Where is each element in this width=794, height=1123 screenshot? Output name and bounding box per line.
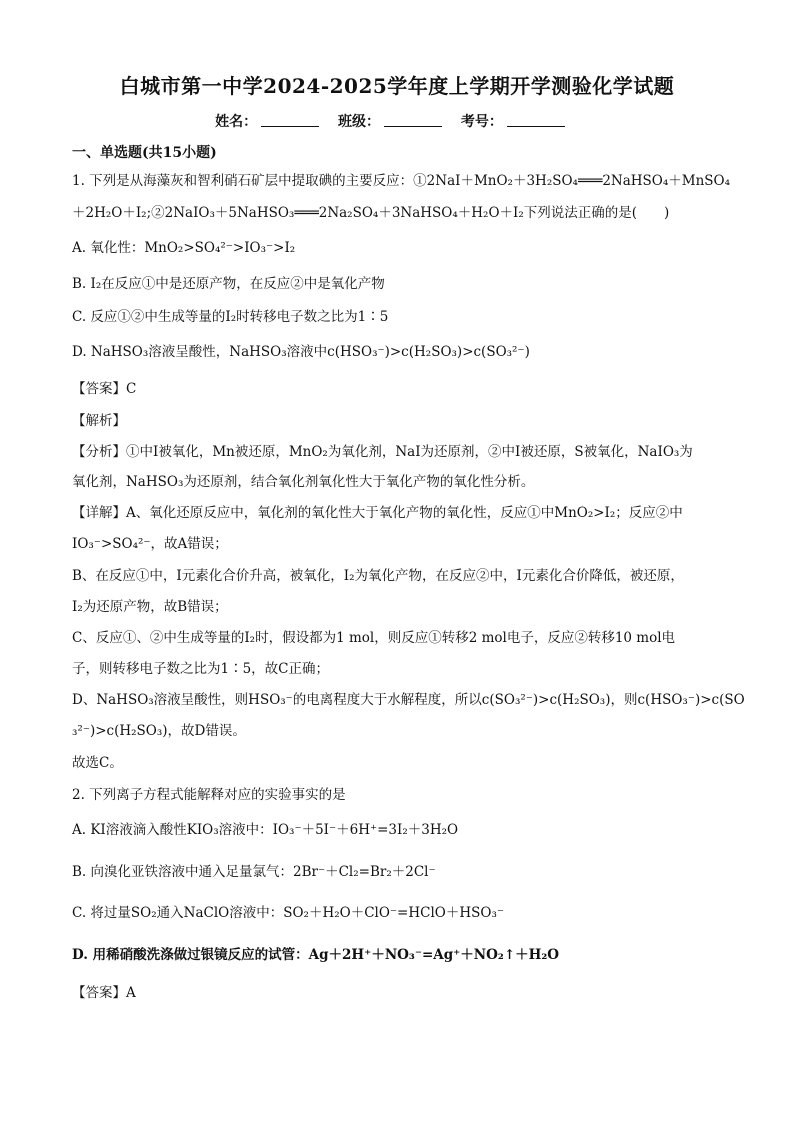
q1-answer: 【答案】C xyxy=(72,381,137,397)
class-label: 班级： xyxy=(338,114,380,130)
q2-answer: 【答案】A xyxy=(72,985,136,1001)
q2-option-d: D. 用稀硝酸洗涤做过银镜反应的试管：Ag＋2H⁺＋NO₃⁻=Ag⁺＋NO₂↑＋H₂O xyxy=(72,947,560,963)
q1-detail-line-5: C、反应①、②中生成等量的I₂时，假设都为1 mol，则反应①转移2 mol电子，反应②转移10 mol电 xyxy=(72,630,676,646)
q1-analysis-heading: 【解析】 xyxy=(72,413,126,429)
q1-detail-line-6: 子，则转移电子数之比为1∶5，故C正确； xyxy=(72,661,330,677)
q1-stem-line-1: 1. 下列是从海藻灰和智利硝石矿层中提取碘的主要反应：①2NaI＋MnO₂＋3H₂SO₄═══2NaHSO₄＋MnSO₄ xyxy=(72,173,731,189)
q2-option-c: C. 将过量SO₂通入NaClO溶液中：SO₂＋H₂O＋ClO⁻=HClO＋HSO₃⁻ xyxy=(72,905,504,921)
q2-stem: 2. 下列离子方程式能解释对应的实验事实的是 xyxy=(72,787,346,803)
number-label: 考号： xyxy=(460,114,503,130)
q2-option-b: B. 向溴化亚铁溶液中通入足量氯气：2Br⁻＋Cl₂=Br₂＋2Cl⁻ xyxy=(72,864,436,880)
q1-analysis-line-2: 氧化剂，NaHSO₃为还原剂，结合氧化剂氧化性大于氧化产物的氧化性分析。 xyxy=(72,474,535,490)
q1-detail-line-1: 【详解】A、氧化还原反应中，氧化剂的氧化性大于氧化产物的氧化性，反应①中MnO₂>I₂；反应②中 xyxy=(72,505,683,521)
q1-detail-line-7: D、NaHSO₃溶液呈酸性，则HSO₃⁻的电离程度大于水解程度，所以c(SO₃²⁻)>c(H₂SO₃)，则c(HSO₃⁻)>c(SO xyxy=(72,692,745,708)
q1-detail-line-2: IO₃⁻>SO₄²⁻，故A错误； xyxy=(72,536,228,552)
page-title: 白城市第一中学2024-2025学年度上学期开学测验化学试题 xyxy=(119,74,675,98)
q1-conclusion: 故选C。 xyxy=(72,755,123,771)
name-label: 姓名： xyxy=(215,114,258,130)
q1-stem-line-2: ＋2H₂O＋I₂;②2NaIO₃＋5NaHSO₃═══2Na₂SO₄＋3NaHSO₄＋H₂O＋I₂下列说法正确的是( ) xyxy=(72,205,670,221)
q1-analysis-line-1: 【分析】①中I被氧化，Mn被还原，MnO₂为氧化剂，NaI为还原剂，②中I被还原，S被氧化，NaIO₃为 xyxy=(72,444,693,460)
q1-option-a: A. 氧化性：MnO₂>SO₄²⁻>IO₃⁻>I₂ xyxy=(72,240,296,256)
q1-detail-line-3: B、在反应①中，I元素化合价升高，被氧化，I₂为氧化产物，在反应②中，I元素化合价降低，被还原， xyxy=(72,568,684,584)
class-blank[interactable] xyxy=(384,114,442,127)
q2-option-a: A. KI溶液滴入酸性KIO₃溶液中：IO₃⁻＋5I⁻＋6H⁺=3I₂＋3H₂O xyxy=(72,822,459,838)
q1-option-d: D. NaHSO₃溶液呈酸性，NaHSO₃溶液中c(HSO₃⁻)>c(H₂SO₃)>c(SO₃²⁻) xyxy=(72,344,530,360)
name-blank[interactable] xyxy=(261,114,319,127)
student-info-row xyxy=(0,111,794,131)
number-blank[interactable] xyxy=(507,114,565,127)
q1-option-b: B. I₂在反应①中是还原产物，在反应②中是氧化产物 xyxy=(72,276,385,292)
section-heading: 一、单选题(共15小题) xyxy=(72,145,217,161)
q1-detail-line-4: I₂为还原产物，故B错误； xyxy=(72,599,228,615)
q1-option-c: C. 反应①②中生成等量的I₂时转移电子数之比为1∶5 xyxy=(72,309,389,325)
q1-detail-line-8: ₃²⁻)>c(H₂SO₃)，故D错误。 xyxy=(72,723,246,739)
